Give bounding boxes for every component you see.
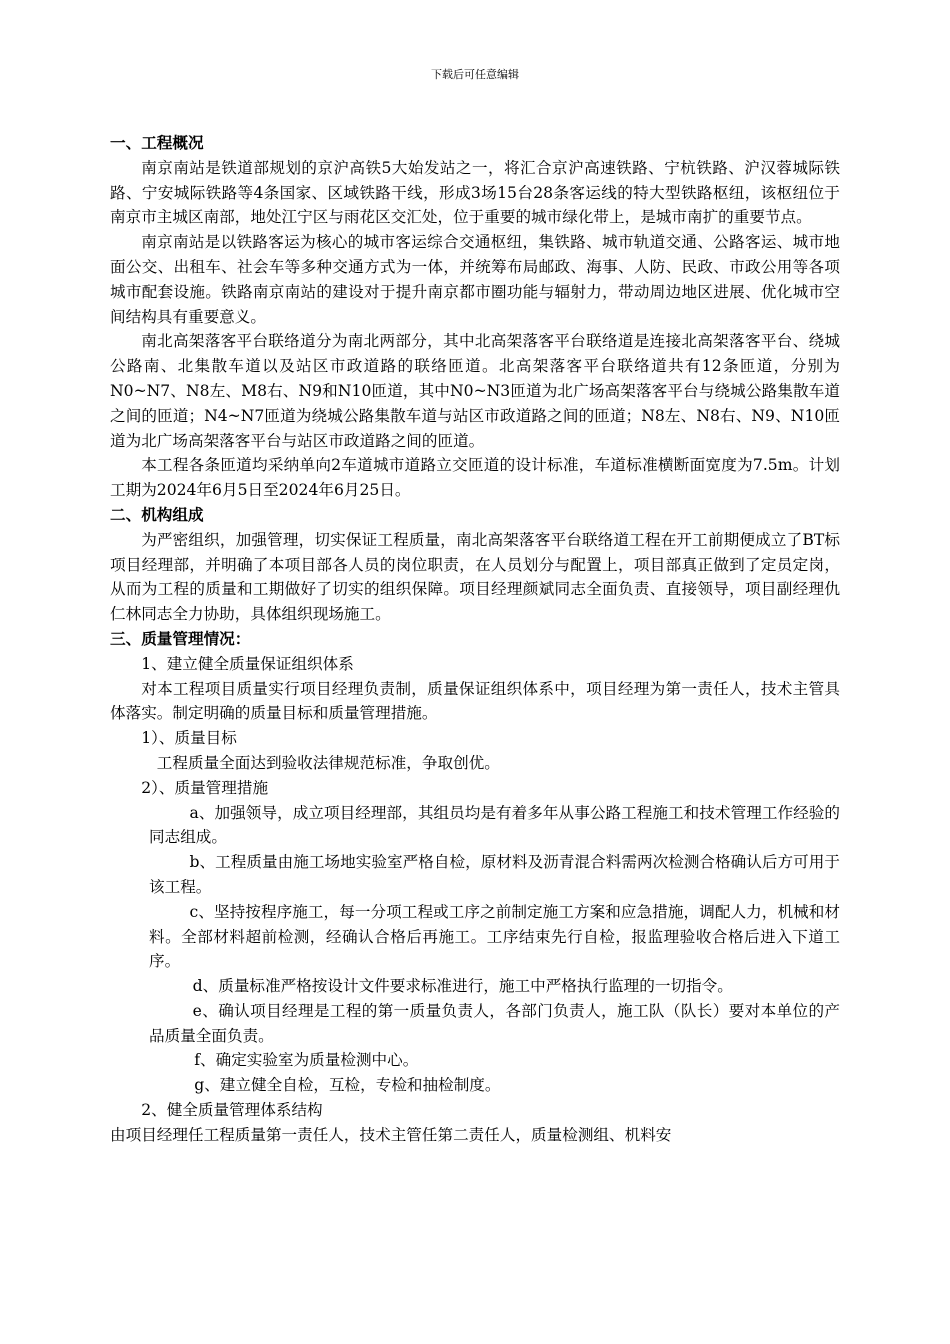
section-heading-overview: 一、工程概况 [110, 134, 204, 152]
list-item: f、确定实验室为质量检测中心。 [194, 1051, 419, 1070]
paragraph: 为严密组织，加强管理，切实保证工程质量，南北高架落客平台联络道工程在开工前期便成立了BT标项目经理部，并明确了本项目部各人员的岗位职责，在人员划分与配置上，项目部真正做到了定员定岗，从而为工程的质量和工期做好了切实的组织保障。项目经理颜斌同志全面负责、直接领导，项目副经理仇仁林同志全力协助，具体组织现场施工。 [110, 530, 840, 624]
paragraph: 南北高架落客平台联络道分为南北两部分，其中北高架落客平台联络道是连接北高架落客平台、绕城公路南、北集散车道以及站区市政道路的联络匝道。北高架落客平台联络道共有12条匝道，分别为N0~N7、N8左、M8右、N9和N10匝道，其中N0~N3匝道为北广场高架落客平台与绕城公路集散车道之间的匝道；N4~N7匝道为绕城公路集散车道与站区市政道路之间的匝道；N8左、N8右、N9、N10匝道为北广场高架落客平台与站区市政道路之间的匝道。 [110, 332, 840, 450]
subheading: 1）、质量目标 [141, 729, 237, 748]
paragraph: 南京南站是以铁路客运为核心的城市客运综合交通枢纽，集铁路、城市轨道交通、公路客运、城市地面公交、出租车、社会车等多种交通方式为一体，并统筹布局邮政、海事、人防、民政、市政公用等各项城市配套设施。铁路南京南站的建设对于提升南京都市圈功能与辐射力，带动周边地区进展、优化城市空间结构具有重要意义。 [110, 233, 840, 326]
list-item: e、确认项目经理是工程的第一质量负责人，各部门负责人，施工队（队长）要对本单位的产品质量全面负责。 [149, 1001, 840, 1045]
paragraph: 南京南站是铁道部规划的京沪高铁5大始发站之一，将汇合京沪高速铁路、宁杭铁路、沪汉蓉城际铁路、宁安城际铁路等4条国家、区域铁路干线，形成3场15台28条客运线的特大型铁路枢纽，该枢纽位于南京市主城区南部，地处江宁区与雨花区交汇处，位于重要的城市绿化带上，是城市南扩的重要节点。 [110, 158, 840, 227]
list-item: c、坚持按程序施工，每一分项工程或工序之前制定施工方案和应急措施，调配人力，机械和材料。全部材料超前检测，经确认合格后再施工。工序结束先行自检，报监理验收合格后进入下道工序。 [149, 902, 840, 971]
subheading: 2、健全质量管理体系结构 [141, 1101, 323, 1120]
section-heading-organization: 二、机构组成 [110, 505, 204, 524]
paragraph: 由项目经理任工程质量第一责任人，技术主管任第二责任人，质量检测组、机料安 [110, 1125, 672, 1144]
list-item: a、加强领导，成立项目经理部，其组员均是有着多年从事公路工程施工和技术管理工作经验的同志组成。 [149, 803, 840, 847]
subheading: 1、建立健全质量保证组织体系 [141, 654, 354, 673]
paragraph: 本工程各条匝道均采纳单向2车道城市道路立交匝道的设计标准，车道标准横断面宽度为7.5m。计划工期为2024年6月5日至2024年6月25日。 [110, 456, 840, 500]
paragraph: 工程质量全面达到验收法律规范标准，争取创优。 [156, 753, 500, 772]
section-heading-quality: 三、质量管理情况： [110, 629, 251, 648]
list-item: b、工程质量由施工场地实验室严格自检，原材料及沥青混合料需两次检测合格确认后方可用于该工程。 [149, 853, 840, 896]
page-header: 下载后可任意编辑 [431, 68, 519, 81]
list-item: d、质量标准严格按设计文件要求标准进行，施工中严格执行监理的一切指令。 [192, 977, 733, 996]
list-item: g、建立健全自检，互检，专检和抽检制度。 [194, 1076, 501, 1095]
subheading: 2）、质量管理措施 [141, 778, 269, 797]
paragraph: 对本工程项目质量实行项目经理负责制，质量保证组织体系中，项目经理为第一责任人，技术主管具体落实。制定明确的质量目标和质量管理措施。 [110, 679, 840, 723]
document-body [110, 131, 840, 1148]
